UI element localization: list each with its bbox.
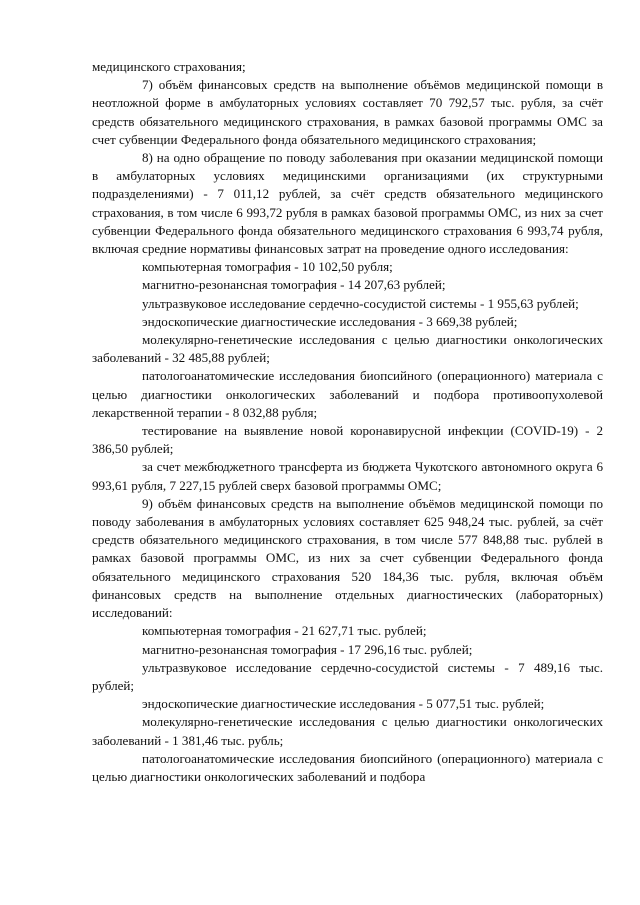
paragraph-mri-volume: магнитно-резонансная томография - 17 296,16 тыс. рублей;	[142, 641, 473, 657]
paragraph-ct-cost: компьютерная томография - 10 102,50 рубля;	[142, 259, 393, 275]
paragraph-covid-test-cost: тестирование на выявление новой коронавирусной инфекции (COVID-19) - 2 386,50 рублей;	[92, 423, 603, 457]
paragraph-ct-volume: компьютерная томография - 21 627,71 тыс. рублей;	[142, 623, 427, 639]
document-page	[92, 58, 603, 786]
paragraph-molecular-genetic-volume: молекулярно-генетические исследования с целью диагностики онкологических заболеваний - 1 381,46 тыс. рубль;	[92, 714, 603, 748]
paragraph-item-7: 7) объём финансовых средств на выполнение объёмов медицинской помощи в неотложной форме в амбулаторных условиях составляет 70 792,57 тыс. рубля, за счёт средств обязательного медицинского страхования, в рамках базовой программы ОМС за счет субвенции Федерального фонда обязательного медицинского страхования;	[92, 77, 603, 147]
paragraph-pathology-volume: патологоанатомические исследования биопсийного (операционного) материала с целью диагностики онкологических заболеваний и подбора	[92, 750, 603, 784]
paragraph-ultrasound-cost: ультразвуковое исследование сердечно-сосудистой системы - 1 955,63 рублей;	[142, 295, 579, 311]
paragraph-interbudget-transfer: за счет межбюджетного трансферта из бюджета Чукотского автономного округа 6 993,61 рубля, 7 227,15 рублей сверх базовой программы ОМС;	[92, 459, 603, 493]
paragraph-endoscopy-volume: эндоскопические диагностические исследования - 5 077,51 тыс. рублей;	[142, 696, 545, 712]
paragraph-pathology-cost: патологоанатомические исследования биопсийного (операционного) материала с целью диагностики онкологических заболеваний и подбора противоопухолевой лекарственной терапии - 8 032,88 рубля;	[92, 368, 603, 420]
paragraph-item-8: 8) на одно обращение по поводу заболевания при оказании медицинской помощи в амбулаторных условиях медицинскими организациями (их структурными подразделениями) - 7 011,12 рублей, за счёт средств обязательного медицинского страхования, в том числе 6 993,72 рубля в рамках базовой программы ОМС, из них за счет субвенции Федерального фонда обязательного медицинского страхования 6 993,74 рубля, включая средние нормативы финансовых затрат на проведение одного исследования:	[92, 150, 603, 257]
paragraph-ultrasound-volume: ультразвуковое исследование сердечно-сосудистой системы - 7 489,16 тыс. рублей;	[92, 659, 603, 693]
paragraph-mri-cost: магнитно-резонансная томография - 14 207,63 рублей;	[142, 277, 446, 293]
paragraph-molecular-genetic-cost: молекулярно-генетические исследования с целью диагностики онкологических заболеваний - 32 485,88 рублей;	[92, 332, 603, 366]
paragraph-item-9: 9) объём финансовых средств на выполнение объёмов медицинской помощи по поводу заболевания в амбулаторных условиях составляет 625 948,24 тыс. рублей, за счёт средств обязательного медицинского страхования, в том числе 577 848,88 тыс. рублей в рамках базовой программы ОМС, из них за счет субвенции Федерального фонда обязательного медицинского страхования 520 184,36 тыс. рубля, включая объём финансовых средств на выполнение отдельных диагностических (лабораторных) исследований:	[92, 495, 603, 621]
paragraph-endoscopy-cost: эндоскопические диагностические исследования - 3 669,38 рублей;	[142, 313, 518, 329]
paragraph-continuation: медицинского страхования;	[92, 59, 246, 74]
